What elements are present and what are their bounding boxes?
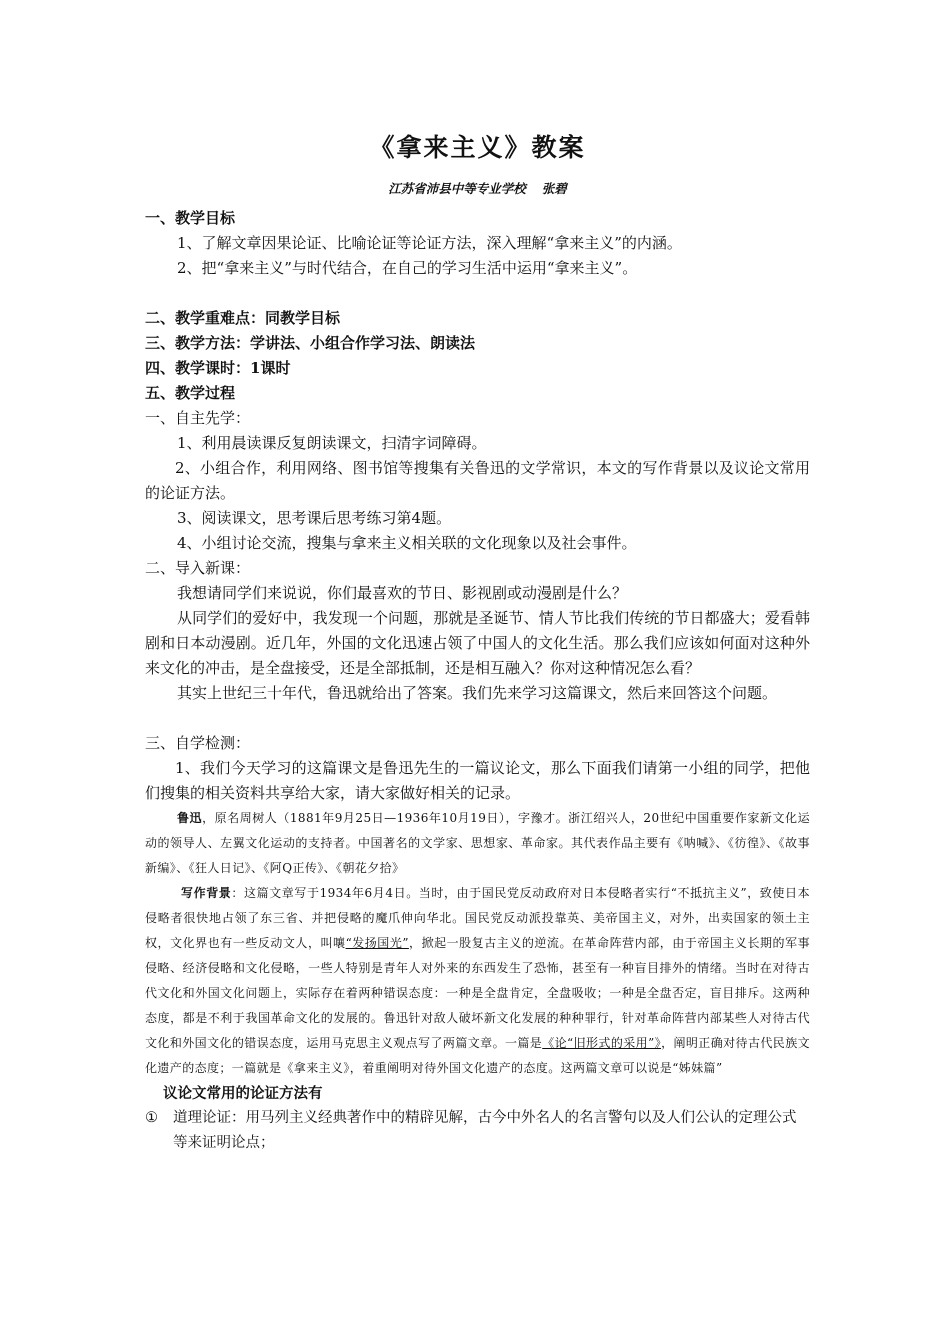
section-heading-methods: 三、教学方法：学讲法、小组合作学习法、朗读法 <box>145 334 476 352</box>
self-study-item: 4、小组讨论交流，搜集与拿来主义相关联的文化现象以及社会事件。 <box>177 534 637 552</box>
subheading-intro: 二、导入新课： <box>145 559 251 577</box>
intro-paragraph: 从同学们的爱好中，我发现一个问题，那就是圣诞节、情人节比我们传统的节日都盛大；爱看韩剧和日本动漫剧。近几年，外国的文化迅速占领了中国人的文化生活。那么我们应该如何面对这种外来文化的冲击，是全盘接受，还是全部抵制，还是相互融入？你对这种情况怎么看？ <box>145 609 810 677</box>
self-study-item: 3、阅读课文，思考课后思考练习第4题。 <box>177 509 452 527</box>
section-heading-goals: 一、教学目标 <box>145 209 236 227</box>
subheading-self-study: 一、自主先学： <box>145 409 251 427</box>
self-study-item: 2、小组合作，利用网络、图书馆等搜集有关鲁迅的文学常识，本文的写作背景以及议论文常用的论证方法。 <box>145 459 810 502</box>
method-text: 道理论证：用马列主义经典著作中的精辟见解，古今中外名人的名言警句以及人们公认的定理公式等来证明论点； <box>173 1110 797 1151</box>
section-heading-difficulty: 二、教学重难点：同教学目标 <box>145 309 341 327</box>
background-text: ，掀起一股复古主义的逆流。在革命阵营内部，由于帝国主义长期的军事侵略、经济侵略和文化侵略，一些人特别是青年人对外来的东西发生了恐怖，甚至有一种盲目排外的情绪。当时在对待古代文化和外国文化问题上，实际存在着两种错误态度：一种是全盘肯定，全盘吸收；一种是全盘否定，盲目排斥。这两种态度，都是不利于我国革命文化的发展的。鲁迅针对敌人破坏新文化发展的种种罪行，针对革命阵营内部某些人对待古代文化和外国文化的错误态度，运用马克思主义观点写了两篇文章。一篇是 <box>145 936 811 1050</box>
author-line <box>145 180 810 198</box>
luxun-bio <box>145 806 810 881</box>
method-number: ① <box>145 1110 158 1126</box>
luxun-text: ，原名周树人（1881年9月25日—1936年10月19日），字豫才。浙江绍兴人，20世纪中国重要作家新文化运动的领导人、左翼文化运动的支持者。中国著名的文学家、思想家、革命家。其代表作品主要有《呐喊》、《彷徨》、《故事新编》、《狂人日记》、《阿Q正传》、《朝花夕拾》 <box>145 811 810 875</box>
background-text: ，阐明正确对待古代民族文化遗产的态度；一篇就是《拿来主义》，着重阐明对待外国文化遗产的态度。这两篇文章可以说是“姊妹篇” <box>145 1036 811 1075</box>
self-check-intro: 1、我们今天学习的这篇课文是鲁迅先生的一篇议论文，那么下面我们请第一小组的同学，把他们搜集的相关资料共享给大家，请大家做好相关的记录。 <box>145 759 810 802</box>
document-page <box>145 130 810 1156</box>
subheading-self-check: 三、自学检测： <box>145 734 251 752</box>
section-heading-process: 五、教学过程 <box>145 384 236 402</box>
goal-item: 2、把“拿来主义”与时代结合，在自己的学习生活中运用“拿来主义”。 <box>177 259 638 277</box>
author-school: 江苏省沛县中等专业学校 <box>388 181 526 196</box>
goal-item: 1、了解文章因果论证、比喻论证等论证方法，深入理解“拿来主义”的内涵。 <box>177 234 682 252</box>
method-item <box>145 1106 810 1156</box>
section-heading-hours: 四、教学课时：1课时 <box>145 359 291 377</box>
background-label: 写作背景 <box>181 886 232 900</box>
intro-paragraph: 我想请同学们来说说，你们最喜欢的节日、影视剧或动漫剧是什么？ <box>177 584 628 602</box>
author-name: 张碧 <box>541 181 567 196</box>
background-underline: “发扬国光” <box>345 936 409 950</box>
luxun-label: 鲁迅 <box>177 811 203 825</box>
background-underline: 《论“旧形式的采用”》 <box>542 1036 662 1050</box>
document-title: 《拿来主义》教案 <box>369 133 586 162</box>
methods-heading: 议论文常用的论证方法有 <box>163 1085 323 1102</box>
background-text: ：这篇文章写于1934年6月4日。当时，由于国民党反动政府对日本侵略者实行“不抵抗主义”，致使日本侵略者很快地占领了东三省、并把侵略的魔爪伸向华北。国民党反动派投靠英、美帝国主义，对外，出卖国家的领土主权，文化界也有一些反动文人，叫嚷 <box>145 886 810 950</box>
intro-paragraph: 其实上世纪三十年代，鲁迅就给出了答案。我们先来学习这篇课文，然后来回答这个问题。 <box>177 684 778 702</box>
self-study-item: 1、利用晨读课反复朗读课文，扫清字词障碍。 <box>177 434 487 452</box>
writing-background <box>145 881 810 1081</box>
